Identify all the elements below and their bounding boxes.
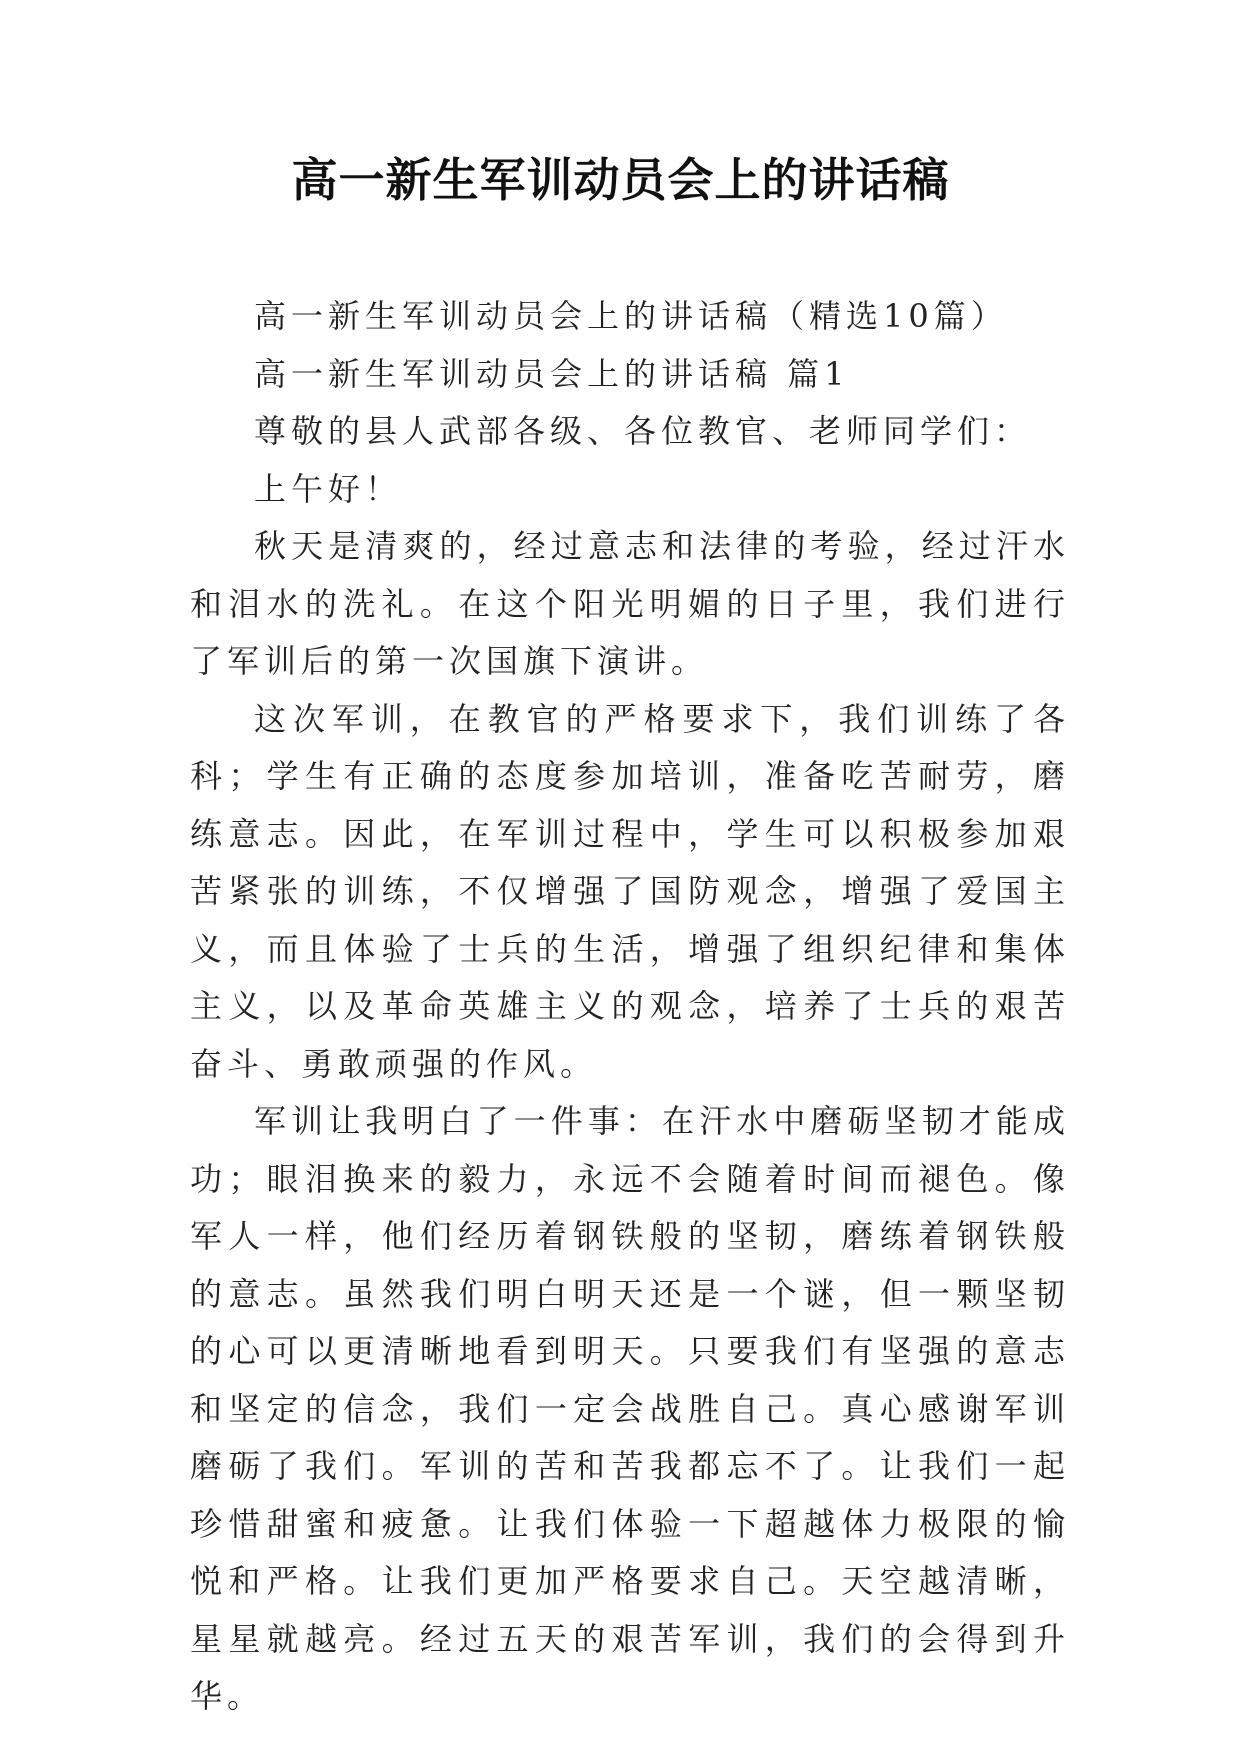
- document-title: 高一新生军训动员会上的讲话稿: [291, 153, 950, 207]
- body-paragraph: 军训让我明白了一件事：在汗水中磨砺坚韧才能成功；眼泪换来的毅力，永远不会随着时间而褪色。像军人一样，他们经历着钢铁般的坚韧，磨练着钢铁般的意志。虽然我们明白明天还是一个谜，但一颗坚韧的心可以更清晰地看到明天。只要我们有坚强的意志和坚定的信念，我们一定会战胜自己。真心感谢军训磨砺了我们。军训的苦和苦我都忘不了。让我们一起珍惜甜蜜和疲惫。让我们体验一下超越体力极限的愉悦和严格。让我们更加严格要求自己。天空越清晰，星星就越亮。经过五天的艰苦军训，我们的会得到升华。: [190, 1102, 1070, 1715]
- subtitle-paragraph: 高一新生军训动员会上的讲话稿（精选10篇）: [254, 297, 1008, 335]
- document-body: [190, 288, 1070, 1726]
- salutation-paragraph: 尊敬的县人武部各级、各位教官、老师同学们：: [254, 412, 1032, 450]
- greeting-paragraph: 上午好！: [254, 469, 403, 508]
- body-paragraph: 这次军训，在教官的严格要求下，我们训练了各科；学生有正确的态度参加培训，准备吃苦耐劳，磨练意志。因此，在军训过程中，学生可以积极参加艰苦紧张的训练，不仅增强了国防观念，增强了爱国主义，而且体验了士兵的生活，增强了组织纪律和集体主义，以及革命英雄主义的观念，培养了士兵的艰苦奋斗、勇敢顽强的作风。: [190, 699, 1070, 1083]
- section-heading: 高一新生军训动员会上的讲话稿 篇1: [254, 354, 850, 393]
- body-paragraph: 秋天是清爽的，经过意志和法律的考验，经过汗水和泪水的洗礼。在这个阳光明媚的日子里，我们进行了军训后的第一次国旗下演讲。: [190, 527, 1070, 680]
